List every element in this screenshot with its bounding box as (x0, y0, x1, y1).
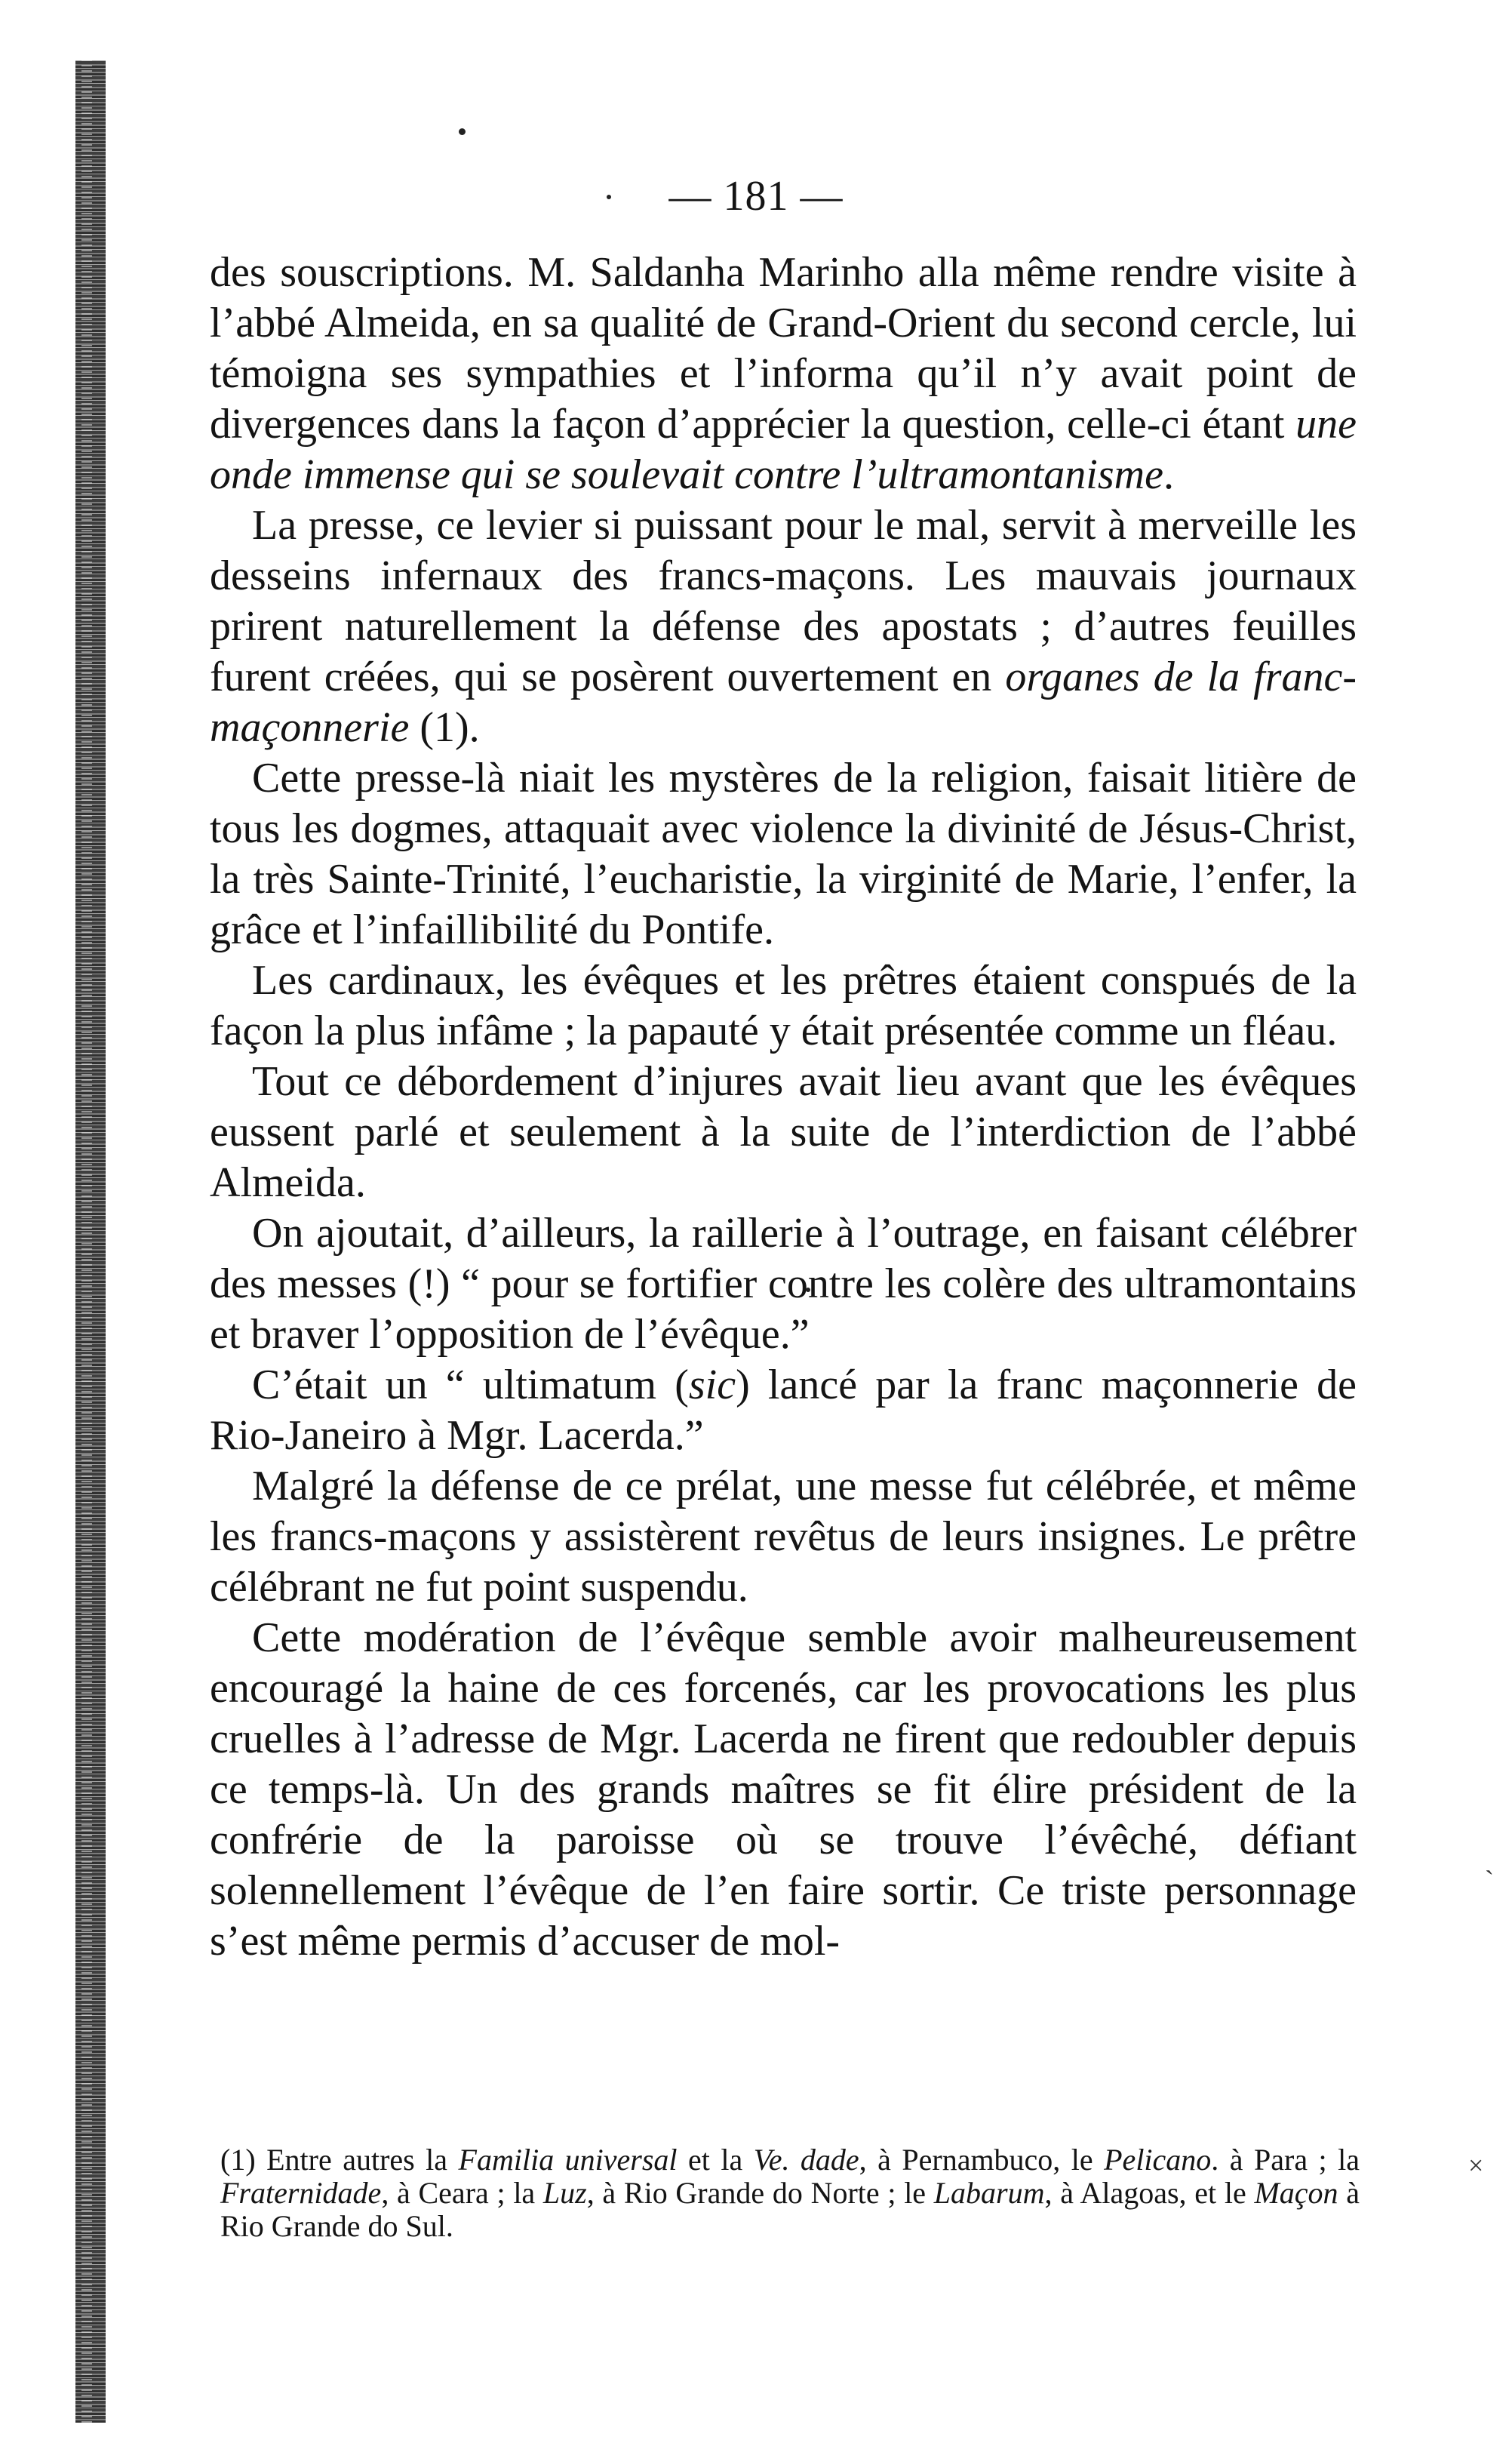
text-segment: , à Ceara ; la (381, 2176, 543, 2210)
text-segment: (1). (409, 704, 480, 751)
text-segment: La presse, ce levier si puissant pour le mal, servit à merveille les desseins infernaux des francs-maçons. Les mauvais journaux prirent naturellement la défense des apostats ; d’autres feuilles furent créées, qui se posèrent ouvertement en (210, 502, 1357, 700)
italic-text-segment: Ve. dade (753, 2143, 859, 2177)
italic-text-segment: Pelicano (1104, 2143, 1212, 2177)
text-segment: , à Rio Grande do Norte ; le (586, 2176, 934, 2210)
body-paragraph (210, 1613, 1357, 1967)
text-segment: à Rio Grande do Sul. (220, 2176, 1360, 2243)
italic-text-segment: Luz (542, 2176, 587, 2210)
text-segment: Cette presse-là niait les mystères de la religion, faisait litière de tous les dogmes, attaquait avec violence la divinité de Jésus-Christ, la très Sainte-Trinité, l’eucharistie, la virginité de Marie, l’enfer, la grâce et l’infaillibilité du Pontife. (210, 755, 1357, 953)
text-segment: C’était un “ ultimatum ( (252, 1362, 689, 1408)
body-paragraph (210, 955, 1357, 1057)
italic-text-segment: Labarum (933, 2176, 1045, 2210)
text-segment: ) lancé par la franc maçonnerie de Rio-Janeiro à Mgr. Lacerda.” (210, 1362, 1357, 1459)
text-segment: Tout ce débordement d’injures avait lieu avant que les évêques eussent parlé et seulement à la suite de l’interdiction de l’abbé Almeida. (210, 1058, 1357, 1206)
text-segment: . à Para ; la (1211, 2143, 1360, 2177)
body-paragraph (210, 1057, 1357, 1208)
body-paragraph (210, 753, 1357, 955)
body-paragraph (210, 1360, 1357, 1461)
footnote (220, 2143, 1360, 2243)
body-paragraph (210, 1461, 1357, 1613)
footnote-text (220, 2143, 1360, 2243)
body-paragraph (210, 1208, 1357, 1360)
text-segment: Malgré la défense de ce prélat, une messe fut célébrée, et même les francs-maçons y assistèrent revêtus de leurs insignes. Le prêtre célébrant ne fut point suspendu. (210, 1463, 1357, 1611)
text-segment: , à Alagoas, et le (1044, 2176, 1255, 2210)
body-paragraph (210, 500, 1357, 753)
margin-mark: ˋ (1485, 1865, 1494, 1895)
body-paragraph (210, 248, 1357, 500)
text-segment: On ajoutait, d’ailleurs, la raillerie à l’outrage, en faisant célébrer des messes (!) “ pour se fortifier contre les colère des ultramontains et braver l’opposition de l’évêque.” (210, 1210, 1357, 1358)
text-segment: et la (677, 2143, 754, 2177)
page-binding-edge (75, 60, 106, 2423)
margin-mark: × (1468, 2150, 1484, 2180)
page-number: — 181 — (668, 173, 844, 220)
italic-text-segment: une onde immense qui se soulevait contre l’ultramontanisme (210, 401, 1357, 498)
text-segment: , à Pernambuco, le (859, 2143, 1105, 2177)
italic-text-segment: Fraternidade (220, 2176, 382, 2210)
text-segment: (1) Entre autres la (220, 2143, 459, 2177)
italic-text-segment: Maçon (1254, 2176, 1338, 2210)
italic-text-segment: Familia universal (458, 2143, 678, 2177)
italic-text-segment: organes de la franc-maçonnerie (210, 654, 1357, 751)
ink-speck (459, 128, 466, 135)
body-text (210, 248, 1357, 1967)
text-segment: Les cardinaux, les évêques et les prêtres étaient conspués de la façon la plus infâme ; la papauté y était présentée comme un fléau. (210, 957, 1357, 1054)
text-segment: des souscriptions. M. Saldanha Marinho alla même rendre visite à l’abbé Almeida, en sa qualité de Grand-Orient du second cercle, lui témoigna ses sympathies et l’informa qu’il n’y avait point de divergences dans la façon d’apprécier la question, celle-ci étant (210, 249, 1357, 448)
text-segment: Cette modération de l’évêque semble avoir malheureusement encouragé la haine de ces forcenés, car les provocations les plus cruelles à l’adresse de Mgr. Lacerda ne firent que redoubler depuis ce temps-là. Un des grands maîtres se fit élire président de la confrérie de la paroisse où se trouve l’évêché, défiant solennellement l’évêque de l’en faire sortir. Ce triste personnage s’est même permis d’accuser de mol- (210, 1614, 1357, 1965)
text-segment: . (1163, 451, 1174, 498)
italic-text-segment: sic (688, 1362, 736, 1408)
